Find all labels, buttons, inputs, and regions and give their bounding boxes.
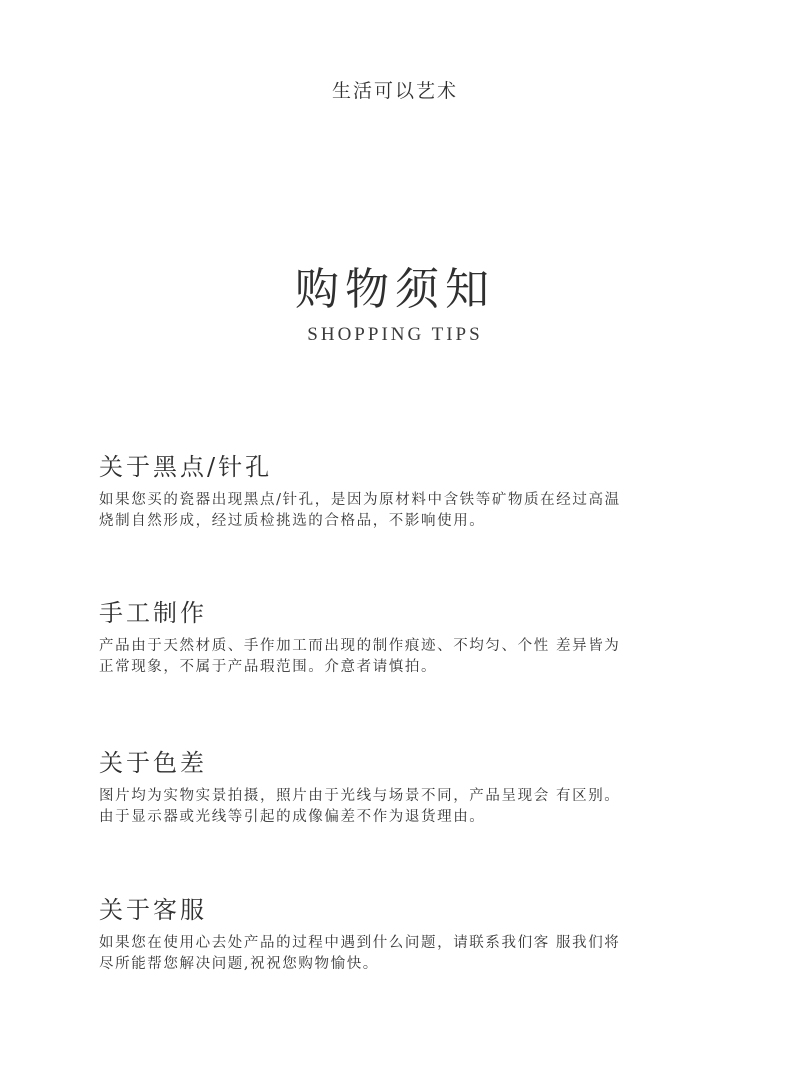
section-body: 如果您在使用心去处产品的过程中遇到什么问题，请联系我们客 服我们将 尽所能帮您解决问题,祝祝您购物愉快。 [99,935,621,972]
page-title-block [0,262,790,346]
section-heading: 关于客服 [99,896,207,924]
brand-slogan: 生活可以艺术 [331,80,458,102]
page-title: 购物须知 [295,264,495,315]
section-body: 产品由于天然材质、手作加工而出现的制作痕迹、不均匀、个性 差异皆为 正常现象，不属于产品瑕范围。介意者请慎拍。 [99,638,621,675]
section-body: 图片均为实物实景拍摄，照片由于光线与场景不同，产品呈现会 有区别。 由于显示器或光线等引起的成像偏差不作为退货理由。 [99,788,621,825]
section-color-difference [99,748,699,828]
page-subtitle: SHOPPING TIPS [307,324,483,345]
section-black-spots [99,452,699,532]
section-heading: 手工制作 [99,599,207,627]
section-customer-service [99,895,699,975]
section-body: 如果您买的瓷器出现黑点/针孔，是因为原材料中含铁等矿物质在经过高温 烧制自然形成，经过质检挑选的合格品，不影响使用。 [99,492,621,529]
section-handmade [99,598,699,678]
section-heading: 关于黑点/针孔 [99,453,273,481]
section-heading: 关于色差 [99,749,207,777]
